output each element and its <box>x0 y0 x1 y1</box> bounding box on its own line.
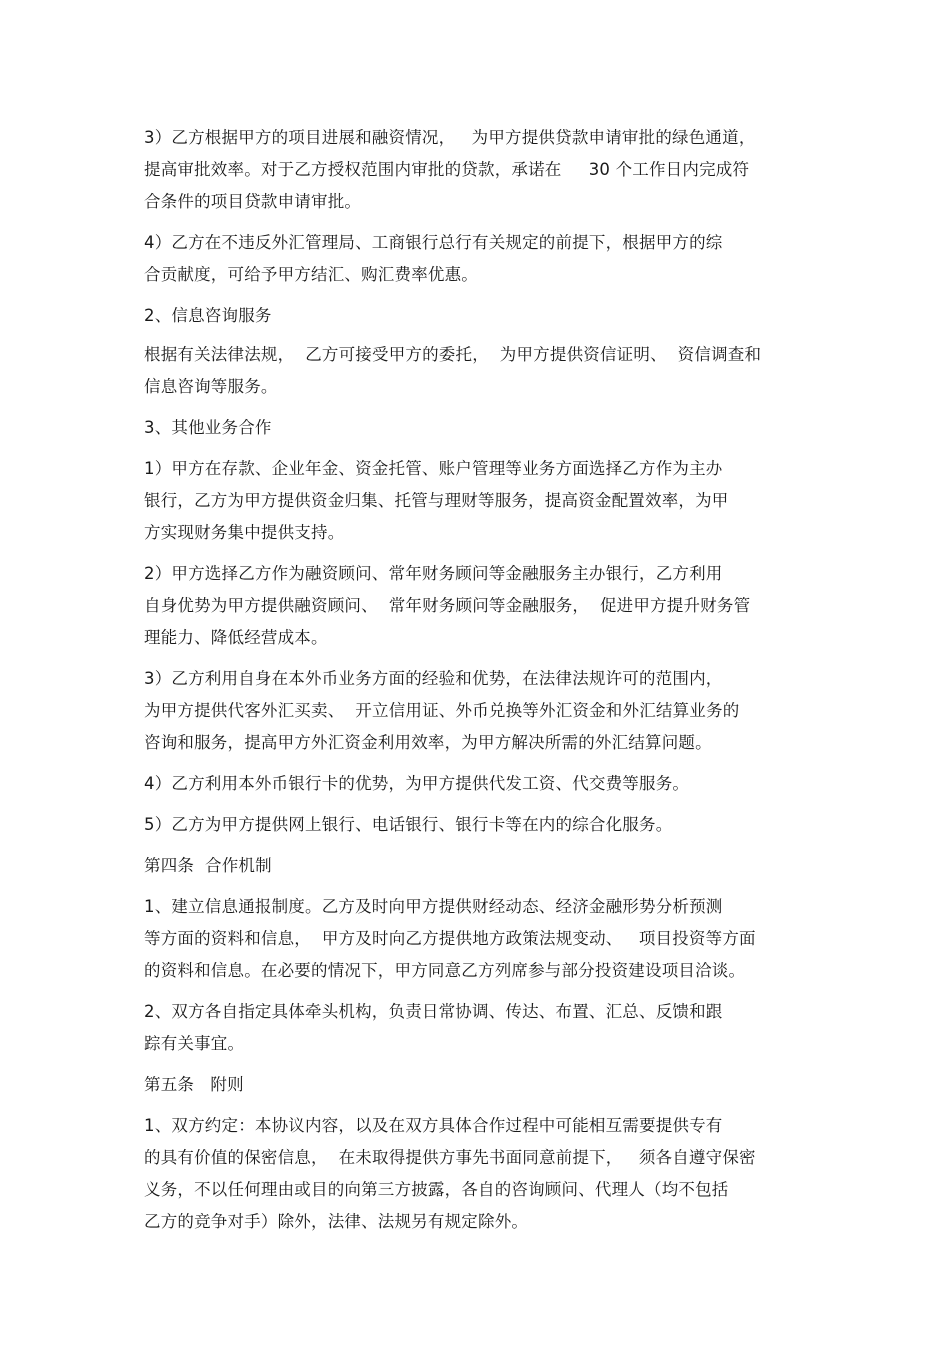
text-line: 4）乙方利用本外币银行卡的优势，为甲方提供代发工资、代交费等服务。 <box>144 774 690 793</box>
text-line: 合贡献度，可给予甲方结汇、购汇费率优惠。 <box>144 265 478 284</box>
text-line: 3）乙方利用自身在本外币业务方面的经验和优势，在法律法规许可的范围内， <box>144 669 723 688</box>
text-line: 理能力、降低经营成本。 <box>144 628 328 647</box>
text-line: 的资料和信息。在必要的情况下，甲方同意乙方列席参与部分投资建设项目洽谈。 <box>144 961 746 980</box>
text-line: 1、双方约定：本协议内容，以及在双方具体合作过程中可能相互需要提供专有 <box>144 1116 723 1135</box>
text-line: 2）甲方选择乙方作为融资顾问、常年财务顾问等金融服务主办银行，乙方利用 <box>144 564 723 583</box>
text-line: 根据有关法律法规， 乙方可接受甲方的委托， 为甲方提供资信证明、 资信调查和 <box>144 345 762 364</box>
section-heading: 3、其他业务合作 <box>144 418 272 437</box>
text-line: 银行，乙方为甲方提供资金归集、托管与理财等服务，提高资金配置效率，为甲 <box>144 491 729 510</box>
text-line: 4）乙方在不违反外汇管理局、工商银行总行有关规定的前提下，根据甲方的综 <box>144 233 723 252</box>
text-line: 1、建立信息通报制度。乙方及时向甲方提供财经动态、经济金融形势分析预测 <box>144 897 723 916</box>
text-line: 1）甲方在存款、企业年金、资金托管、账户管理等业务方面选择乙方作为主办 <box>144 459 723 478</box>
text-line: 自身优势为甲方提供融资顾问、 常年财务顾问等金融服务， 促进甲方提升财务管 <box>144 596 751 615</box>
text-line: 踪有关事宜。 <box>144 1034 245 1053</box>
article-heading: 第五条 附则 <box>144 1075 244 1094</box>
text-line: 信息咨询等服务。 <box>144 377 278 396</box>
text-line: 方实现财务集中提供支持。 <box>144 523 345 542</box>
text-line: 为甲方提供代客外汇买卖、 开立信用证、外币兑换等外汇资金和外汇结算业务的 <box>144 701 740 720</box>
text-line: 2、双方各自指定具体牵头机构，负责日常协调、传达、布置、汇总、反馈和跟 <box>144 1002 723 1021</box>
text-line: 义务，不以任何理由或目的向第三方披露，各自的咨询顾问、代理人（均不包括 <box>144 1180 729 1199</box>
text-line: 5）乙方为甲方提供网上银行、电话银行、银行卡等在内的综合化服务。 <box>144 815 673 834</box>
text-line: 合条件的项目贷款申请审批。 <box>144 192 362 211</box>
section-heading: 2、信息咨询服务 <box>144 306 272 325</box>
text-line: 乙方的竞争对手）除外，法律、法规另有规定除外。 <box>144 1212 529 1231</box>
article-heading: 第四条 合作机制 <box>144 856 272 875</box>
text-line: 提高审批效率。对于乙方授权范围内审批的贷款，承诺在 30 个工作日内完成符 <box>144 160 750 179</box>
text-line: 的具有价值的保密信息， 在未取得提供方事先书面同意前提下， 须各自遵守保密 <box>144 1148 756 1167</box>
text-line: 3）乙方根据甲方的项目进展和融资情况， 为甲方提供贷款申请审批的绿色通道， <box>144 128 756 147</box>
text-line: 咨询和服务，提高甲方外汇资金利用效率，为甲方解决所需的外汇结算问题。 <box>144 733 712 752</box>
text-line: 等方面的资料和信息， 甲方及时向乙方提供地方政策法规变动、 项目投资等方面 <box>144 929 756 948</box>
